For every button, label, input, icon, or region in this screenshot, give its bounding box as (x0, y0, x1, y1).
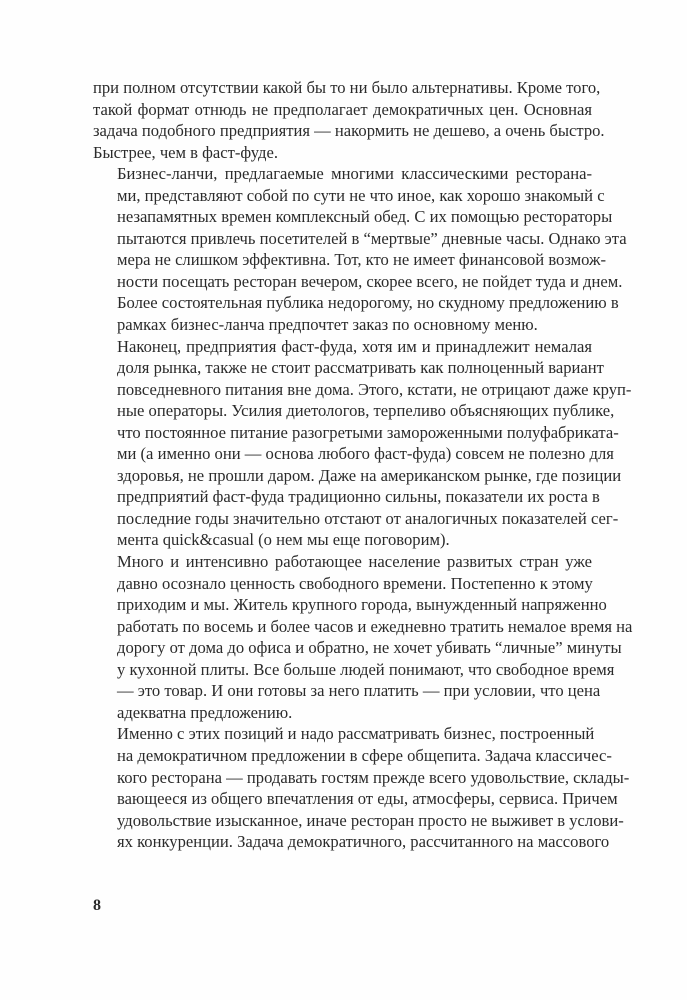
text-line: ях конкуренции. Задача демократичного, рассчитанного на массового (117, 832, 610, 852)
body-text (93, 77, 633, 853)
text-line: работать по восемь и более часов и ежедневно тратить немалое время на (117, 616, 633, 636)
text-line: ми (а именно они — основа любого фаст-фуда) совсем не полезно для (117, 444, 614, 464)
text-line: рамках бизнес-ланча предпочтет заказ по основному меню. (117, 315, 538, 335)
text-line: у кухонной плиты. Все больше людей понимают, что свободное время (117, 659, 615, 679)
text-line: пытаются привлечь посетителей в “мертвые” дневные часы. Однако эта (117, 228, 627, 248)
text-line: на демократичном предложении в сфере общепита. Задача классичес- (117, 745, 612, 765)
text-line: предприятий фаст-фуда традиционно сильны, показатели их роста в (117, 487, 600, 507)
paragraph (93, 551, 633, 723)
text-line: ми, представляют собой по сути не что иное, как хорошо знакомый с (117, 185, 605, 205)
text-line: доля рынка, также не стоит рассматривать как полноценный вариант (117, 358, 604, 378)
text-line: ные операторы. Усилия диетологов, терпеливо объясняющих публике, (117, 401, 615, 421)
text-line: здоровья, не прошли даром. Даже на американском рынке, где позиции (117, 465, 622, 485)
text-line: задача подобного предприятия — накормить не дешево, а очень быстро. (93, 121, 605, 141)
text-line: последние годы значительно отстают от аналогичных показателей сег- (117, 508, 619, 528)
text-line: мента quick&casual (о нем мы еще поговорим). (117, 530, 450, 550)
text-line: удовольствие изысканное, иначе ресторан просто не выживет в услови- (117, 810, 624, 830)
text-line: кого ресторана — продавать гостям прежде всего удовольствие, склады- (117, 767, 630, 787)
text-line: незапамятных времен комплексный обед. С их помощью рестораторы (117, 207, 613, 227)
paragraph (93, 336, 632, 551)
text-line: при полном отсутствии какой бы то ни было альтернативы. Кроме того, (93, 78, 601, 97)
text-line: мера не слишком эффективна. Тот, кто не имеет финансовой возмож- (117, 250, 607, 270)
text-line: такой формат отнюдь не предполагает демократичных цен. Основная (93, 99, 592, 119)
text-line: вающееся из общего впечатления от еды, атмосферы, сервиса. Причем (117, 789, 618, 809)
page-number: 8 (93, 897, 101, 914)
paragraph (93, 163, 627, 335)
text-line: ности посещать ресторан вечером, скорее всего, не пойдет туда и днем. (117, 271, 623, 291)
text-line: — это товар. И они готовы за него платить — при условии, что цена (117, 681, 601, 701)
text-line: давно осознало ценность свободного времени. Постепенно к этому (117, 573, 593, 593)
text-line: дорогу от дома до офиса и обратно, не хочет убивать “личные” минуты (117, 638, 622, 658)
text-line: адекватна предложению. (117, 702, 293, 722)
text-line: Бизнес-ланчи, предлагаемые многими классическими ресторана- (117, 164, 592, 184)
text-line: Много и интенсивно работающее население развитых стран уже (117, 552, 592, 572)
paragraph (93, 723, 630, 852)
text-line: Именно с этих позиций и надо рассматривать бизнес, построенный (117, 724, 595, 744)
text-line: что постоянное питание разогретыми замороженными полуфабриката- (117, 422, 619, 442)
text-line: Наконец, предприятия фаст-фуда, хотя им и принадлежит немалая (117, 336, 592, 356)
text-line: приходим и мы. Житель крупного города, вынужденный напряженно (117, 595, 607, 615)
text-line: Более состоятельная публика недорогому, но скудному предложению в (117, 293, 619, 313)
text-line: Быстрее, чем в фаст-фуде. (93, 142, 278, 162)
text-line: повседневного питания вне дома. Этого, кстати, не отрицают даже круп- (117, 379, 632, 399)
paragraph (93, 77, 605, 163)
